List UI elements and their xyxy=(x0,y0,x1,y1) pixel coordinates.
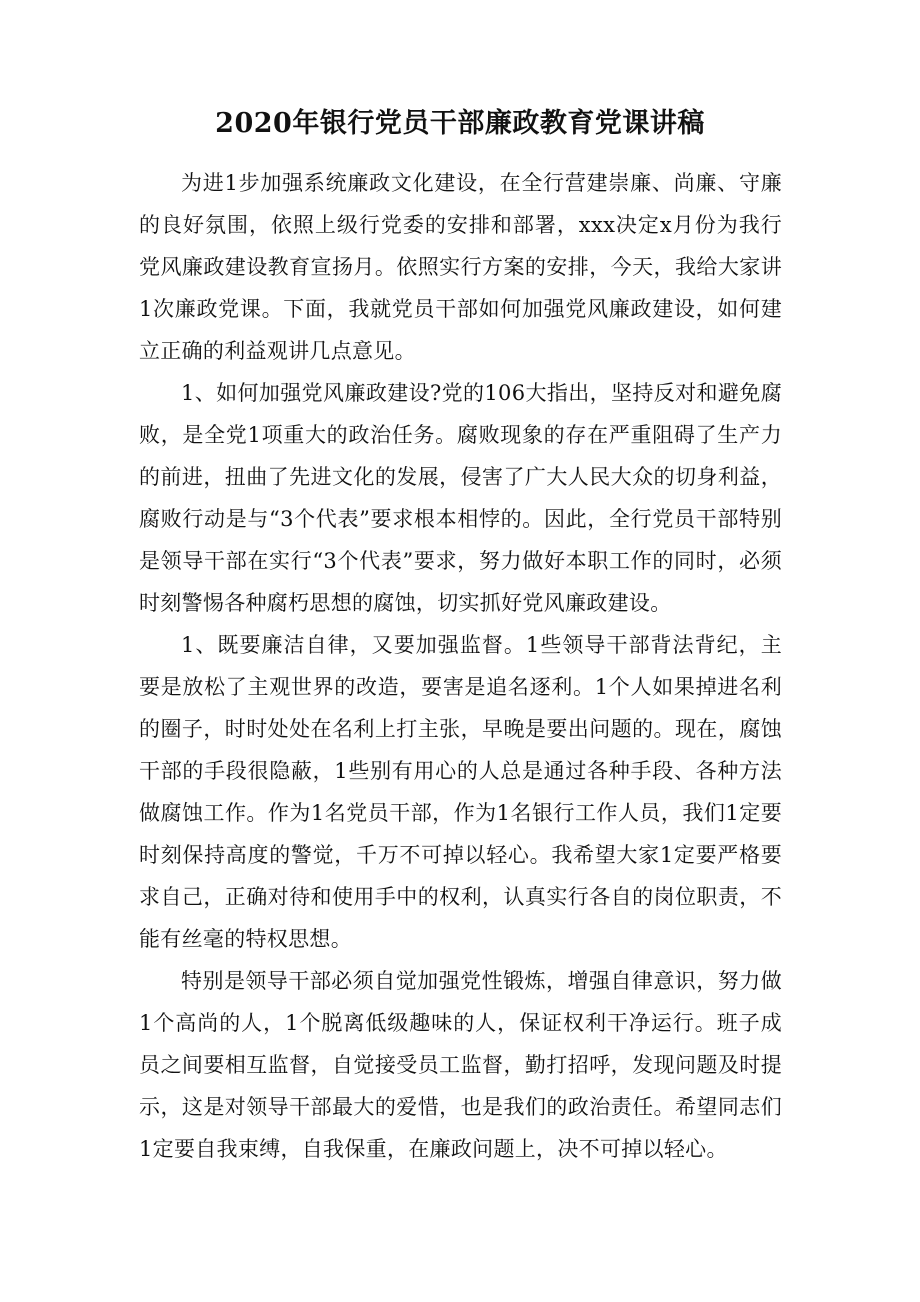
paragraph-section-1: 1、如何加强党风廉政建设?党的106大指出，坚持反对和避免腐败，是全党1项重大的政治任务。腐败现象的存在严重阻碍了生产力的前进，扭曲了先进文化的发展，侵害了广大人民大众的切身利益，腐败行动是与“3个代表”要求根本相悖的。因此，全行党员干部特别是领导干部在实行“3个代表”要求，努力做好本职工作的同时，必须时刻警惕各种腐朽思想的腐蚀，切实抓好党风廉政建设。 xyxy=(139,381,782,615)
document-body xyxy=(139,162,782,1170)
paragraph-self-discipline: 1、既要廉洁自律，又要加强监督。1些领导干部背法背纪，主要是放松了主观世界的改造，要害是追名逐利。1个人如果掉进名利的圈子，时时处处在名利上打主张，早晚是要出问题的。现在，腐蚀干部的手段很隐蔽，1些别有用心的人总是通过各种手段、各种方法做腐蚀工作。作为1名党员干部，作为1名银行工作人员，我们1定要时刻保持高度的警觉，千万不可掉以轻心。我希望大家1定要严格要求自己，正确对待和使用手中的权利，认真实行各自的岗位职责，不能有丝毫的特权思想。 xyxy=(139,633,782,951)
document-title: 2020年银行党员干部廉政教育党课讲稿 xyxy=(215,108,705,139)
paragraph-leadership: 特别是领导干部必须自觉加强党性锻炼，增强自律意识，努力做1个高尚的人，1个脱离低级趣味的人，保证权利干净运行。班子成员之间要相互监督，自觉接受员工监督，勤打招呼，发现问题及时提示，这是对领导干部最大的爱惜，也是我们的政治责任。希望同志们1定要自我束缚，自我保重，在廉政问题上，决不可掉以轻心。 xyxy=(139,969,782,1161)
paragraph-intro: 为进1步加强系统廉政文化建设，在全行营建崇廉、尚廉、守廉的良好氛围，依照上级行党委的安排和部署，xxx决定x月份为我行党风廉政建设教育宣扬月。依照实行方案的安排，今天，我给大家讲1次廉政党课。下面，我就党员干部如何加强党风廉政建设，如何建立正确的利益观讲几点意见。 xyxy=(139,171,782,363)
